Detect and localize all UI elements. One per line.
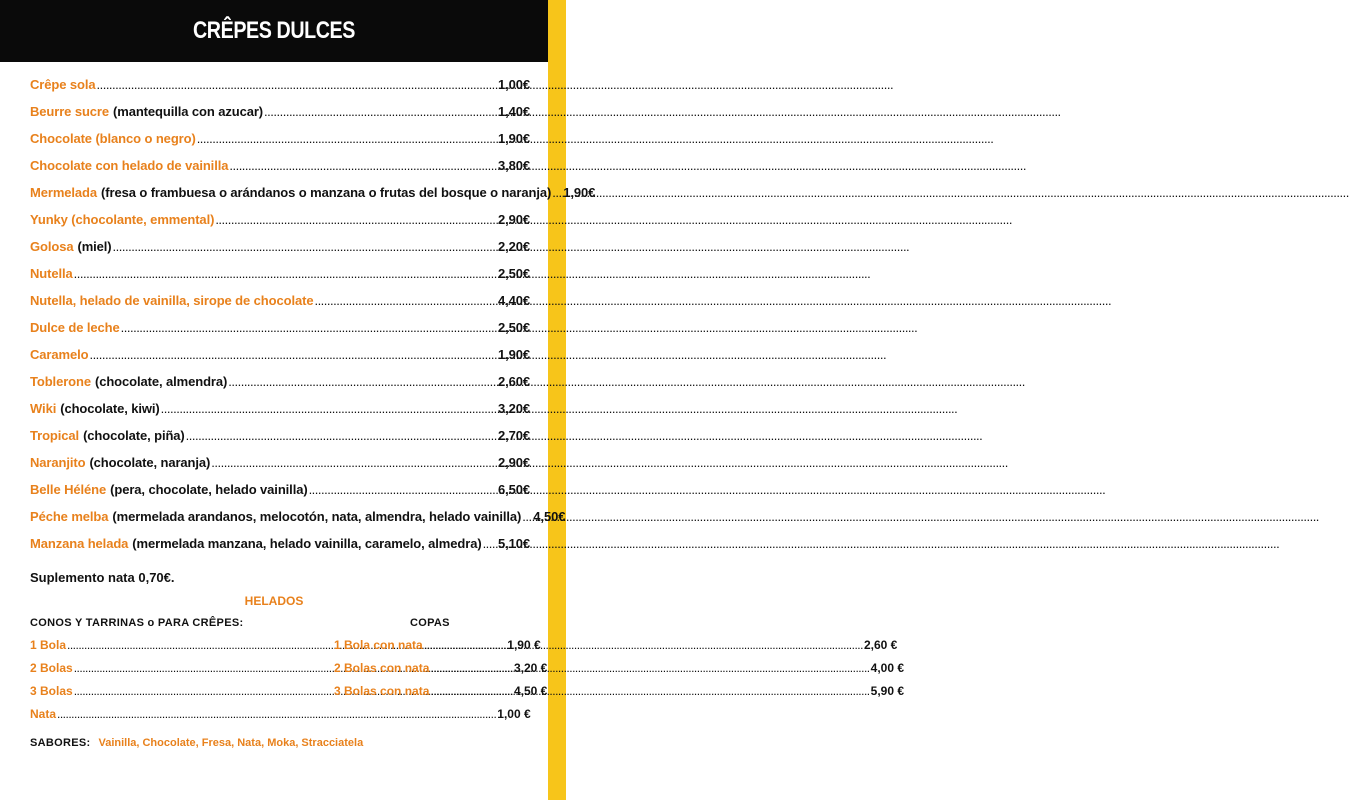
menu-item-description: (mermelada manzana, helado vainilla, caramelo, almedra) bbox=[132, 536, 482, 551]
menu-item-row bbox=[30, 77, 530, 104]
side-accent-bar bbox=[548, 0, 566, 800]
menu-item-row bbox=[30, 104, 530, 131]
helado-name: 1 Bola bbox=[30, 638, 67, 652]
dot-leader bbox=[215, 212, 497, 227]
dot-leader bbox=[161, 401, 497, 416]
menu-item-price: 1,00€ bbox=[497, 77, 530, 92]
menu-item-row bbox=[30, 266, 530, 293]
helado-name: 2 Bolas bbox=[30, 661, 73, 675]
menu-item-description: (chocolate, almendra) bbox=[94, 374, 228, 389]
menu-item-description: (fresa o frambuesa o arándanos o manzana o frutas del bosque o naranja) bbox=[101, 185, 552, 200]
helado-price: 5,90 € bbox=[870, 684, 905, 698]
menu-item-row bbox=[30, 293, 530, 320]
helado-name: 2 Bolas con nata bbox=[334, 661, 430, 675]
dot-leader bbox=[74, 266, 497, 281]
dot-leader bbox=[113, 239, 497, 254]
menu-item-row bbox=[30, 482, 530, 509]
menu-item-name: Tropical bbox=[30, 428, 80, 443]
menu-item-name: Toblerone bbox=[30, 374, 91, 389]
menu-item-row bbox=[30, 509, 566, 536]
helado-price: 1,00 € bbox=[497, 707, 531, 721]
menu-item-row bbox=[30, 158, 530, 185]
menu-item-price: 2,90€ bbox=[497, 212, 530, 227]
menu-item-name: Nutella bbox=[30, 266, 73, 281]
sabores-value: Vainilla, Chocolate, Fresa, Nata, Moka, Stracciatela bbox=[98, 737, 364, 749]
helado-name: 3 Bolas con nata bbox=[334, 684, 430, 698]
helado-price: 2,60 € bbox=[863, 638, 898, 652]
crepe-menu-list bbox=[30, 77, 596, 563]
menu-item-description: (miel) bbox=[77, 239, 112, 254]
menu-item-price: 1,90€ bbox=[563, 185, 596, 200]
menu-item-name: Belle Héléne bbox=[30, 482, 107, 497]
menu-item-description: (chocolate, kiwi) bbox=[60, 401, 160, 416]
dot-leader bbox=[121, 320, 497, 335]
menu-item-row bbox=[30, 374, 530, 401]
helado-row bbox=[30, 707, 531, 727]
menu-item-price: 2,50€ bbox=[497, 266, 530, 281]
helado-name: 3 Bolas bbox=[30, 684, 73, 698]
supplement-note: Suplemento nata 0,70€. bbox=[30, 570, 175, 585]
dot-leader bbox=[57, 707, 496, 721]
menu-item-price: 2,60€ bbox=[497, 374, 530, 389]
dot-leader bbox=[314, 293, 497, 308]
menu-item-name: Nutella, helado de vainilla, sirope de chocolate bbox=[30, 293, 314, 308]
menu-item-name: Chocolate con helado de vainilla bbox=[30, 158, 229, 173]
menu-item-row bbox=[30, 536, 530, 563]
menu-item-description: (mermelada arandanos, melocotón, nata, almendra, helado vainilla) bbox=[112, 509, 522, 524]
helado-row bbox=[334, 638, 898, 658]
menu-item-row bbox=[30, 185, 596, 212]
menu-item-row bbox=[30, 347, 530, 374]
menu-item-name: Péche melba bbox=[30, 509, 109, 524]
menu-item-name: Naranjito bbox=[30, 455, 86, 470]
sabores-label: SABORES: bbox=[30, 737, 91, 749]
dot-leader bbox=[522, 509, 532, 524]
dot-leader bbox=[211, 455, 497, 470]
menu-item-price: 3,20€ bbox=[497, 401, 530, 416]
menu-item-row bbox=[30, 320, 530, 347]
dot-leader bbox=[552, 185, 562, 200]
menu-item-name: Yunky (chocolante, emmental) bbox=[30, 212, 215, 227]
dot-leader bbox=[96, 77, 496, 92]
menu-item-description: (chocolate, naranja) bbox=[89, 455, 211, 470]
menu-item-row bbox=[30, 239, 530, 266]
menu-item-row bbox=[30, 455, 530, 482]
menu-item-price: 3,80€ bbox=[497, 158, 530, 173]
menu-item-row bbox=[30, 212, 530, 239]
dot-leader bbox=[430, 684, 869, 698]
menu-item-name: Golosa bbox=[30, 239, 74, 254]
header-bar bbox=[0, 0, 548, 62]
menu-item-description: (chocolate, piña) bbox=[83, 428, 185, 443]
menu-item-name: Mermelada bbox=[30, 185, 98, 200]
helado-price: 4,00 € bbox=[870, 661, 905, 675]
helado-name: 1 Bola con nata bbox=[334, 638, 423, 652]
dot-leader bbox=[229, 158, 497, 173]
dot-leader bbox=[309, 482, 497, 497]
menu-item-price: 2,90€ bbox=[497, 455, 530, 470]
helado-name: Nata bbox=[30, 707, 57, 721]
menu-item-price: 2,50€ bbox=[497, 320, 530, 335]
menu-item-price: 1,90€ bbox=[497, 347, 530, 362]
menu-item-price: 1,40€ bbox=[497, 104, 530, 119]
menu-item-price: 2,20€ bbox=[497, 239, 530, 254]
menu-item-price: 4,50€ bbox=[533, 509, 566, 524]
menu-item-price: 6,50€ bbox=[497, 482, 530, 497]
menu-item-name: Beurre sucre bbox=[30, 104, 110, 119]
menu-item-name: Chocolate (blanco o negro) bbox=[30, 131, 196, 146]
dot-leader bbox=[430, 661, 869, 675]
dot-leader bbox=[264, 104, 497, 119]
sabores-line bbox=[30, 737, 363, 749]
menu-item-name: Manzana helada bbox=[30, 536, 129, 551]
menu-item-row bbox=[30, 428, 530, 455]
menu-item-name: Crêpe sola bbox=[30, 77, 96, 92]
menu-item-description: (mantequilla con azucar) bbox=[113, 104, 264, 119]
menu-item-row bbox=[30, 131, 530, 158]
menu-item-name: Wiki bbox=[30, 401, 57, 416]
dot-leader bbox=[424, 638, 863, 652]
copas-title: COPAS bbox=[410, 617, 450, 629]
dot-leader bbox=[186, 428, 497, 443]
helados-title: HELADOS bbox=[244, 594, 304, 608]
menu-item-name: Dulce de leche bbox=[30, 320, 120, 335]
menu-item-price: 5,10€ bbox=[497, 536, 530, 551]
helado-price: 4,50 € bbox=[513, 684, 548, 698]
dot-leader bbox=[197, 131, 497, 146]
menu-item-name: Caramelo bbox=[30, 347, 89, 362]
menu-item-description: (pera, chocolate, helado vainilla) bbox=[110, 482, 308, 497]
menu-item-price: 4,40€ bbox=[497, 293, 530, 308]
menu-item-price: 1,90€ bbox=[497, 131, 530, 146]
dot-leader bbox=[228, 374, 497, 389]
helado-price: 3,20 € bbox=[513, 661, 548, 675]
helado-price: 1,90 € bbox=[507, 638, 541, 652]
menu-item-price: 2,70€ bbox=[497, 428, 530, 443]
menu-item-row bbox=[30, 401, 530, 428]
dot-leader bbox=[89, 347, 497, 362]
page-title: CRÊPES DULCES bbox=[192, 17, 355, 44]
conos-title: CONOS Y TARRINAS o PARA CRÊPES: bbox=[30, 617, 244, 629]
dot-leader bbox=[483, 536, 497, 551]
